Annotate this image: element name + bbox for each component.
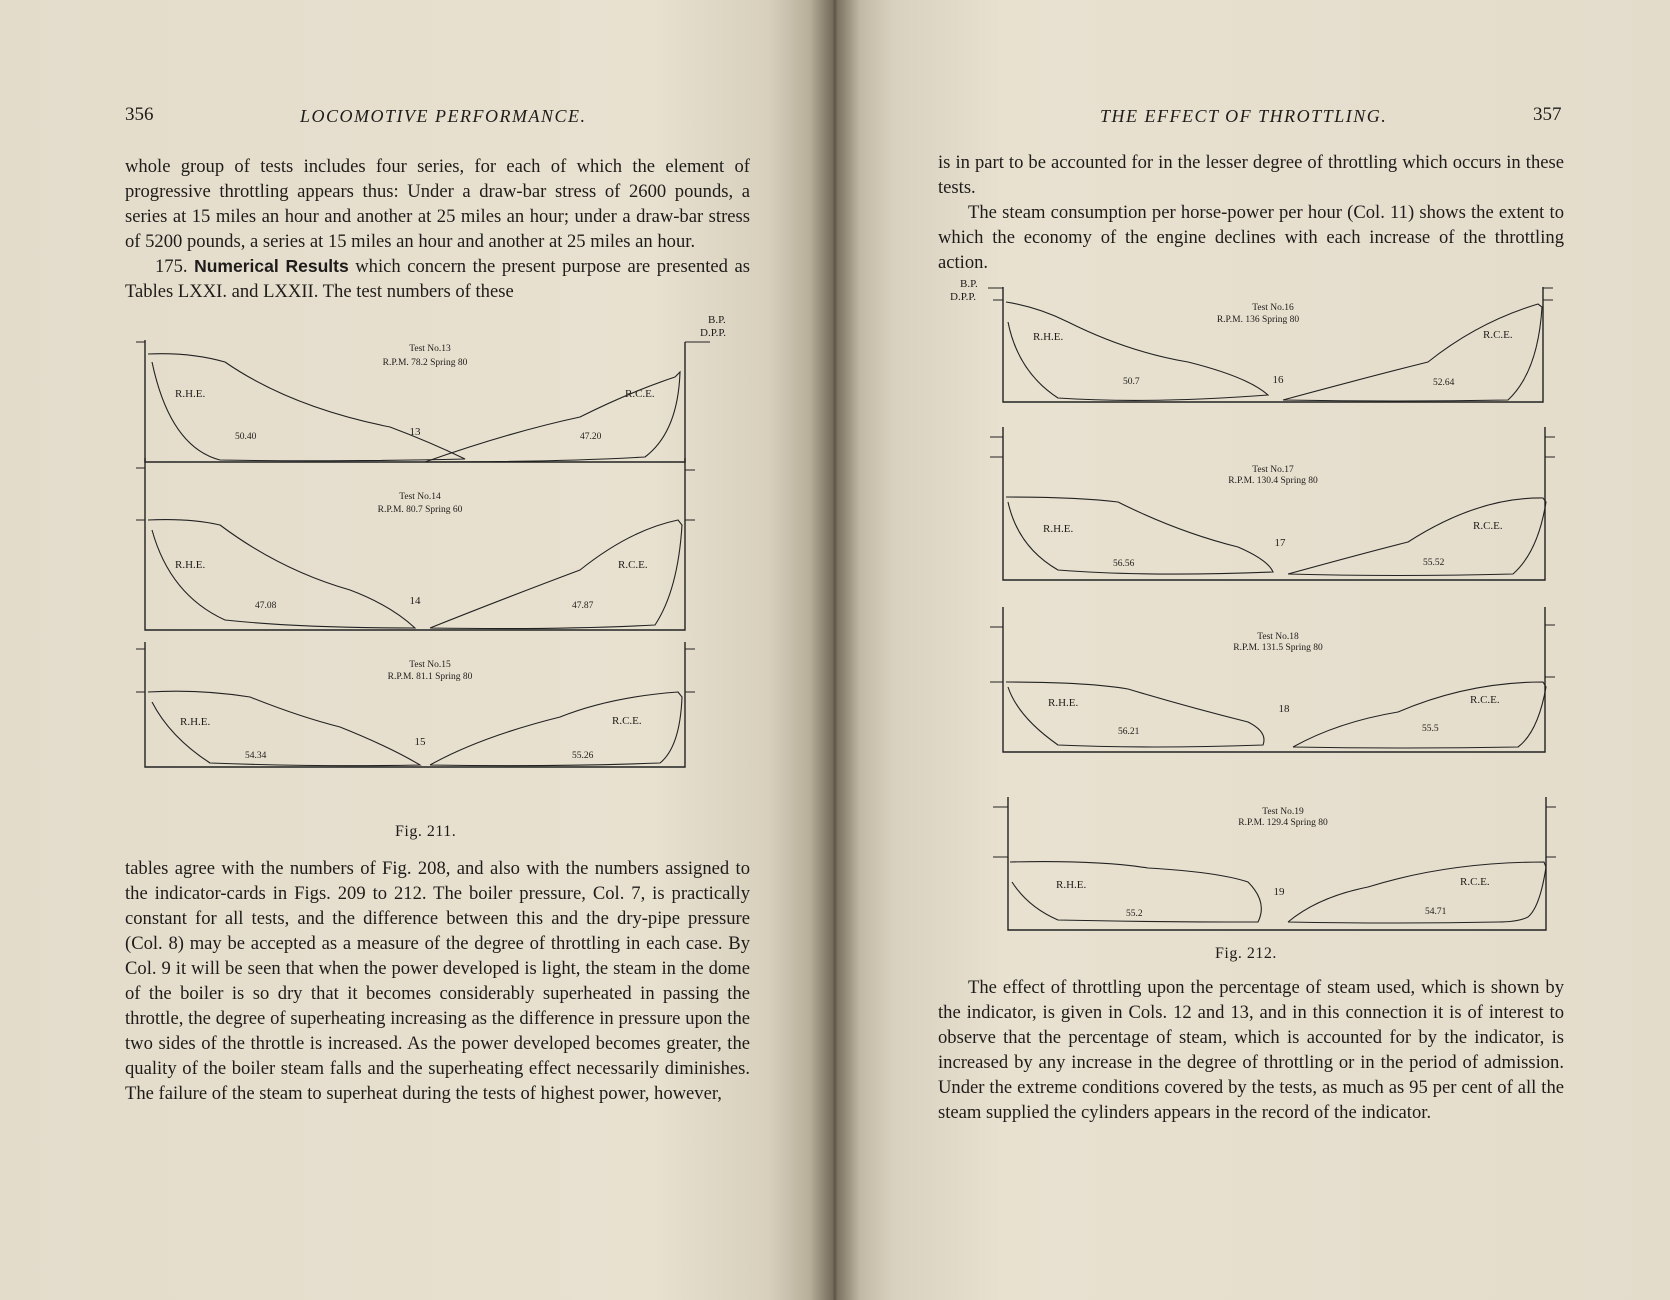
diagram-16-bp-label: B.P.: [960, 278, 978, 290]
fig-212-caption: Fig. 212.: [1215, 945, 1277, 962]
diagram-15-title: Test No.15: [409, 660, 451, 670]
indicator-diagram-13: [136, 314, 726, 462]
diagram-14-rce-label: R.C.E.: [618, 559, 648, 571]
diagram-15-rce-label: R.C.E.: [612, 715, 642, 727]
indicator-diagram-17: [990, 427, 1555, 580]
diagram-13-number: 13: [409, 426, 421, 438]
left-page-number: 356: [125, 104, 154, 125]
diagram-18-rce-label: R.C.E.: [1470, 694, 1500, 706]
diagram-17-rhe-label: R.H.E.: [1043, 523, 1074, 535]
diagram-19-rhe-value: 55.2: [1126, 909, 1143, 919]
indicator-diagram-15: [136, 642, 695, 767]
diagram-16-dpp-label: D.P.P.: [950, 291, 976, 303]
diagram-15-number: 15: [414, 736, 426, 748]
section-text: which concern the present purpose are presented as Tables LXXI. and LXXII. The test numbers of these: [125, 256, 750, 302]
diagram-14-number: 14: [409, 595, 421, 607]
diagram-18-rce-value: 55.5: [1422, 724, 1439, 734]
section-title: Numerical Results: [194, 256, 349, 276]
right-top-paragraph-2: The steam consumption per horse-power per hour (Col. 11) shows the extent to which the economy of the engine declines with each increase of the throttling action.: [938, 202, 1564, 273]
diagram-13-rce-label: R.C.E.: [625, 388, 655, 400]
diagram-19-rce-value: 54.71: [1425, 907, 1447, 917]
diagram-19-title: Test No.19: [1262, 807, 1304, 817]
diagram-15-rhe-label: R.H.E.: [180, 716, 211, 728]
section-175: [125, 254, 750, 304]
diagram-16-rhe-label: R.H.E.: [1033, 331, 1064, 343]
indicator-diagram-18: [990, 607, 1555, 752]
right-running-head: THE EFFECT OF THROTTLING.: [1100, 106, 1388, 126]
right-bottom-paragraph: The effect of throttling upon the percentage of steam used, which is shown by the indicator, is given in Cols. 12 and 13, and in this connection it is of interest to observe that the percentage of steam, which is accounted for by the indicator, is increased by any increase in the degree of throttling or in the period of admission. Under the extreme conditions covered by the tests, as much as 95 per cent of all the steam supplied the cylinders appears in the record of the indicator.: [938, 977, 1564, 1123]
diagram-17-rhe-value: 56.56: [1113, 559, 1135, 569]
fig-211: [130, 314, 750, 812]
diagram-15-rce-value: 55.26: [572, 751, 594, 761]
diagram-14-title: Test No.14: [399, 492, 441, 502]
diagram-17-number: 17: [1274, 537, 1286, 549]
diagram-14-rce-value: 47.87: [572, 601, 594, 611]
diagram-17-title: Test No.17: [1252, 465, 1294, 475]
fig-212: [948, 278, 1558, 942]
diagram-15-rhe-value: 54.34: [245, 751, 267, 761]
diagram-13-rhe-label: R.H.E.: [175, 388, 206, 400]
left-bottom-text: [125, 856, 750, 1106]
left-top-text: [125, 154, 750, 304]
diagram-18-rhe-value: 56.21: [1118, 727, 1140, 737]
indicator-diagram-16: [950, 278, 1553, 402]
diagram-16-number: 16: [1272, 374, 1284, 386]
diagram-15-rpm: R.P.M. 81.1 Spring 80: [387, 672, 473, 682]
diagram-16-rce-label: R.C.E.: [1483, 329, 1513, 341]
diagram-18-number: 18: [1278, 703, 1290, 715]
diagram-14-rhe-value: 47.08: [255, 601, 277, 611]
diagram-14-rhe-label: R.H.E.: [175, 559, 206, 571]
diagram-13-rce-value: 47.20: [580, 432, 602, 442]
diagram-13-rpm: R.P.M. 78.2 Spring 80: [382, 358, 468, 368]
diagram-19-rhe-label: R.H.E.: [1056, 879, 1087, 891]
diagram-16-rpm: R.P.M. 136 Spring 80: [1216, 315, 1300, 325]
indicator-diagram-14: [136, 458, 695, 630]
diagram-13-title: Test No.13: [409, 344, 451, 354]
left-running-head: LOCOMOTIVE PERFORMANCE.: [300, 106, 587, 126]
diagram-17-rce-label: R.C.E.: [1473, 520, 1503, 532]
diagram-19-rpm: R.P.M. 129.4 Spring 80: [1238, 818, 1328, 828]
left-top-paragraph: whole group of tests includes four series, for each of which the element of progressive throttling appears thus: Under a draw-bar stress of 2600 pounds, a series at 15 miles an hour and another at 25 miles an hour; under a draw-bar stress of 5200 pounds, a series at 15 miles an hour and another at 25 miles an hour.: [125, 156, 750, 252]
diagram-16-title: Test No.16: [1252, 303, 1294, 313]
book-gutter: [810, 0, 860, 1300]
diagram-19-rce-label: R.C.E.: [1460, 876, 1490, 888]
diagram-18-title: Test No.18: [1257, 632, 1299, 642]
diagram-18-rhe-label: R.H.E.: [1048, 697, 1079, 709]
fig-211-caption: Fig. 211.: [395, 823, 457, 840]
indicator-diagram-19: [993, 797, 1556, 930]
section-number: 175.: [155, 256, 188, 277]
diagram-16-rce-value: 52.64: [1433, 378, 1455, 388]
right-page-number: 357: [1533, 104, 1562, 125]
right-bottom-text: [938, 975, 1564, 1125]
diagram-19-number: 19: [1273, 886, 1285, 898]
right-top-text: [938, 150, 1564, 275]
right-top-paragraph-1: is in part to be accounted for in the lesser degree of throttling which occurs in these tests.: [938, 152, 1564, 198]
diagram-17-rpm: R.P.M. 130.4 Spring 80: [1228, 476, 1318, 486]
diagram-13-dpp-label: D.P.P.: [700, 327, 726, 339]
diagram-14-rpm: R.P.M. 80.7 Spring 60: [377, 505, 463, 515]
left-bottom-paragraph: tables agree with the numbers of Fig. 208, and also with the numbers assigned to the indicator-cards in Figs. 209 to 212. The boiler pressure, Col. 7, is practically constant for all tests, and the difference between this and the dry-pipe pressure (Col. 8) may be accepted as a measure of the degree of throttling in each case. By Col. 9 it will be seen that when the power developed is light, the steam in the dome of the boiler is so dry that it becomes considerably superheated in passing the throttle, the degree of superheating increasing as the difference in pressure upon the two sides of the throttle is increased. As the power developed becomes greater, the quality of the boiler steam falls and the superheating effect necessarily diminishes. The failure of the steam to superheat during the tests of highest power, however,: [125, 858, 750, 1104]
diagram-13-rhe-value: 50.40: [235, 432, 257, 442]
diagram-16-rhe-value: 50.7: [1123, 377, 1140, 387]
diagram-17-rce-value: 55.52: [1423, 558, 1445, 568]
diagram-13-bp-label: B.P.: [708, 314, 726, 326]
diagram-18-rpm: R.P.M. 131.5 Spring 80: [1233, 643, 1323, 653]
